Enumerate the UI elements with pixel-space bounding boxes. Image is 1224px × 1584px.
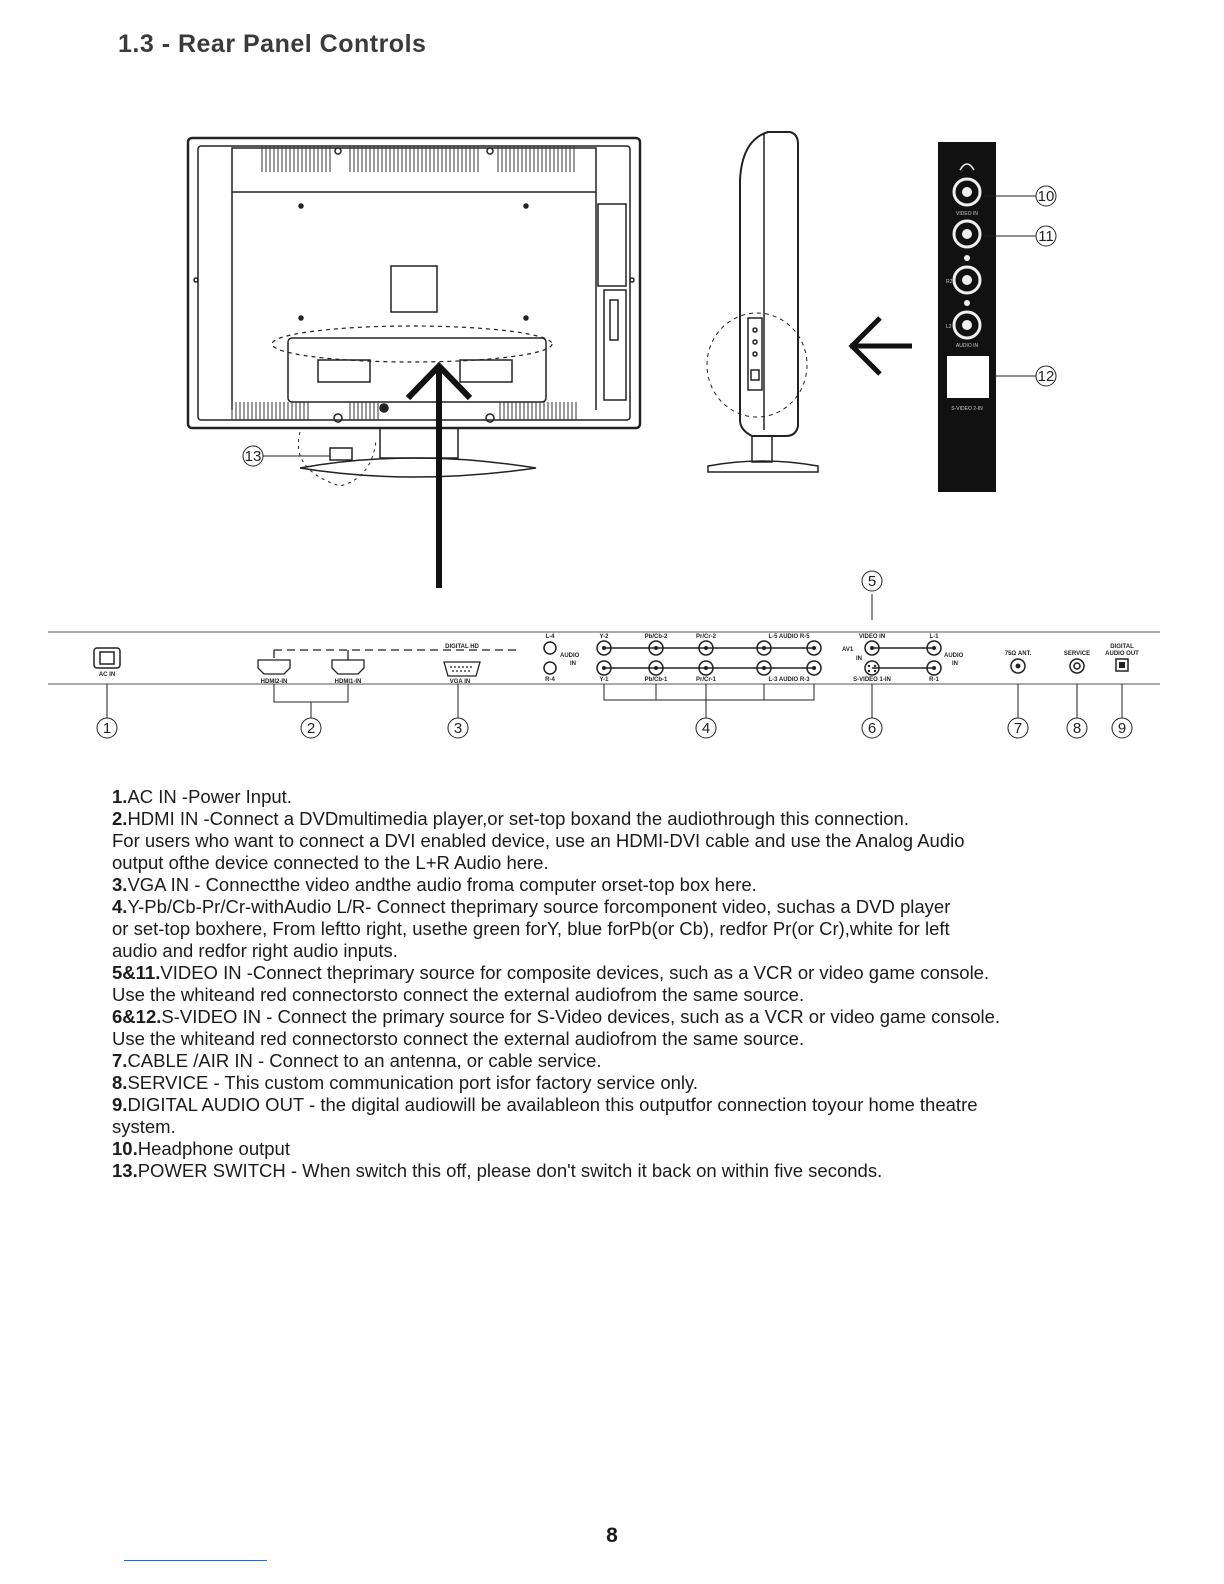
callout-4: 4 — [701, 720, 711, 737]
list-item: system. — [112, 1116, 176, 1137]
hdmi2-port — [258, 660, 290, 674]
list-item: 9.DIGITAL AUDIO OUT - the digital audiowill be availableon this outputfor connection toyour home theatre — [112, 1094, 978, 1115]
l5-audio-r5-label: L-5 AUDIO R-5 — [768, 634, 810, 640]
section-title: 1.3 - Rear Panel Controls — [118, 30, 427, 58]
prcr1-label: Pr/Cr-1 — [695, 677, 717, 683]
pbcb2-label: Pb/Cb-2 — [644, 634, 668, 640]
av1-audio-in-label: IN — [952, 661, 958, 667]
side-audio-in-label: AUDIO IN — [955, 343, 979, 349]
list-item: 2.HDMI IN -Connect a DVDmultimedia player,or set-top boxand the audiothrough this connection. — [112, 808, 909, 829]
list-item: 6&12.S-VIDEO IN - Connect the primary source for S-Video devices, such as a VCR or video game console. — [112, 1006, 1001, 1027]
side-r2-label: R2 — [946, 279, 953, 285]
callout-10: 10 — [1037, 188, 1055, 205]
list-item: 8.SERVICE - This custom communication port isfor factory service only. — [112, 1072, 699, 1093]
callout-5: 5 — [867, 573, 877, 590]
callout-11: 11 — [1038, 228, 1054, 245]
svideo1-label: S-VIDEO 1-IN — [853, 677, 891, 683]
av1-in-label: IN — [856, 656, 862, 662]
callout-9: 9 — [1117, 720, 1127, 737]
digital-hd-label: DIGITAL HD — [445, 644, 479, 650]
tv-side-view — [707, 132, 818, 472]
audio-in-in-label: IN — [570, 661, 576, 667]
list-item: 3.VGA IN - Connectthe video andthe audio froma computer orset-top box here. — [112, 874, 757, 895]
callout-12: 12 — [1037, 368, 1055, 385]
side-svideo2-label: S-VIDEO 2-IN — [951, 406, 983, 412]
list-item: audio and redfor right audio inputs. — [112, 940, 398, 961]
list-item: For users who want to connect a DVI enabled device, use an HDMI-DVI cable and use the Analog Audio — [112, 830, 965, 851]
connector-strip — [48, 571, 1160, 738]
r4-jack — [544, 662, 556, 674]
digital-label: DIGITAL — [1110, 644, 1134, 650]
service-port — [1070, 659, 1084, 673]
callout-7: 7 — [1013, 720, 1023, 737]
service-label: SERVICE — [1063, 651, 1091, 657]
av1-audio-label: AUDIO — [944, 653, 964, 659]
audio-in-top-label: AUDIO — [560, 653, 580, 659]
y2-label: Y-2 — [599, 634, 609, 640]
list-item: 13.POWER SWITCH - When switch this off, please don't switch it back on within five seconds. — [112, 1160, 883, 1181]
footer-divider — [124, 1560, 267, 1561]
l1-label: L-1 — [929, 634, 939, 640]
callout-3: 3 — [453, 720, 463, 737]
list-item: 7.CABLE /AIR IN - Connect to an antenna, or cable service. — [112, 1050, 602, 1071]
vga-port — [444, 662, 480, 676]
hdmi1-label: HDMI1-IN — [334, 679, 362, 685]
list-item: Use the whiteand red connectorsto connect the external audiofrom the same source. — [112, 984, 805, 1005]
list-item: or set-top boxhere, From leftto right, usethe green forY, blue forPb(or Cb), redfor Pr(or Cr),white for left — [112, 918, 950, 939]
tv-rear-view — [188, 138, 640, 486]
list-item: 4.Y-Pb/Cb-Pr/Cr-withAudio L/R- Connect theprimary source forcomponent video, suchas a DVD player — [112, 896, 951, 917]
description-list — [112, 786, 1152, 1182]
callout-13: 13 — [244, 448, 262, 465]
hdmi1-port — [332, 660, 364, 674]
rear-panel-diagram — [0, 0, 1224, 780]
callout-2: 2 — [306, 720, 316, 737]
l4-label: L-4 — [545, 634, 555, 640]
left-arrow-icon — [850, 318, 912, 374]
pbcb1-label: Pb/Cb-1 — [644, 677, 668, 683]
vga-in-label: VGA IN — [449, 679, 471, 685]
callout-6: 6 — [867, 720, 877, 737]
ant-label: 75Ω ANT. — [1004, 651, 1032, 657]
l4-jack — [544, 642, 556, 654]
side-l2-label: L2 — [946, 324, 952, 330]
audio-out-label: AUDIO OUT — [1105, 651, 1139, 657]
ac-in-label: AC IN — [98, 672, 116, 678]
r1-label: R-1 — [929, 677, 939, 683]
av1-label: AV1 — [842, 647, 854, 653]
list-item: 10.Headphone output — [112, 1138, 290, 1159]
y1-label: Y-1 — [599, 677, 609, 683]
list-item: output ofthe device connected to the L+R Audio here. — [112, 852, 549, 873]
callout-8: 8 — [1072, 720, 1082, 737]
l3-audio-r3-label: L-3 AUDIO R-3 — [768, 677, 810, 683]
side-input-panel — [938, 142, 996, 492]
ac-in-socket — [94, 648, 120, 668]
list-item: 1.AC IN -Power Input. — [112, 786, 292, 807]
page-number: 8 — [606, 1524, 618, 1547]
callout-1: 1 — [102, 720, 112, 737]
video-in-label: VIDEO IN — [858, 634, 886, 640]
side-video-in-label: VIDEO IN — [956, 211, 978, 217]
r4-label: R-4 — [545, 677, 555, 683]
prcr2-label: Pr/Cr-2 — [695, 634, 717, 640]
hdmi2-label: HDMI2-IN — [260, 679, 288, 685]
list-item: Use the whiteand red connectorsto connect the external audiofrom the same source. — [112, 1028, 805, 1049]
list-item: 5&11.VIDEO IN -Connect theprimary source for composite devices, such as a VCR or video game console. — [112, 962, 990, 983]
